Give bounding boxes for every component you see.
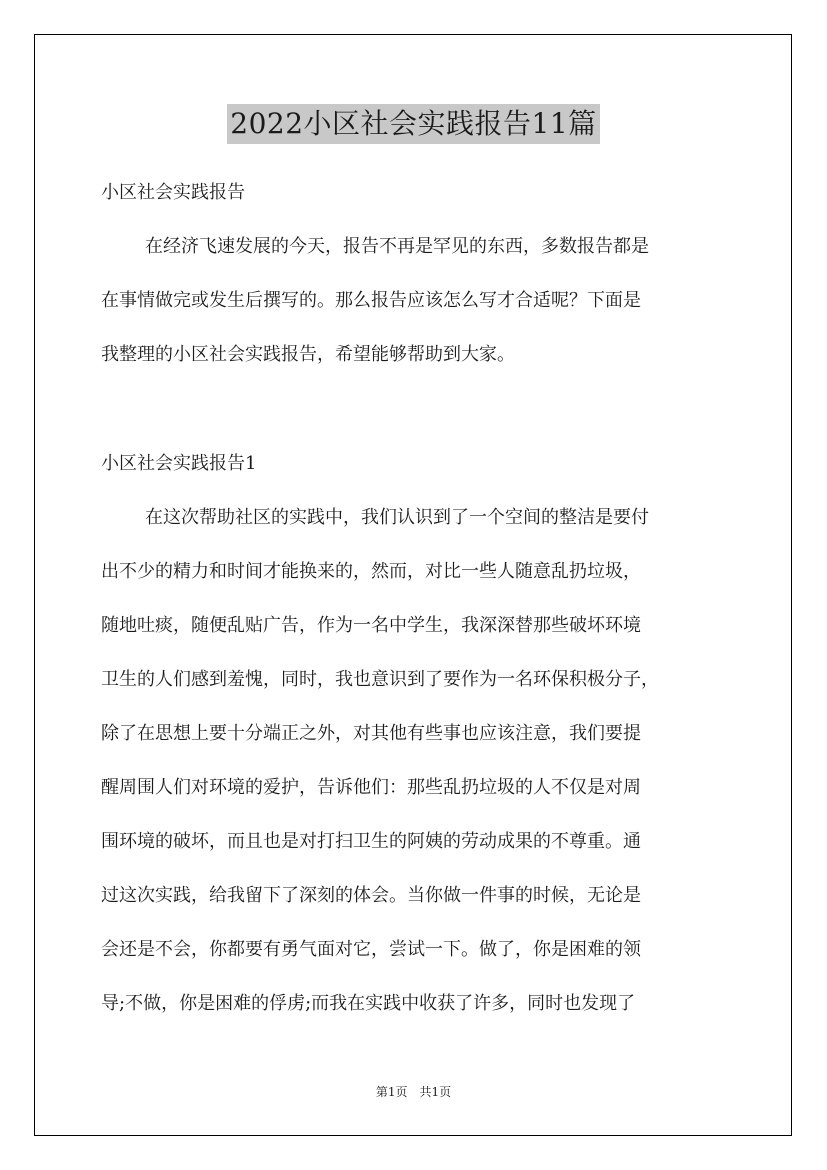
- paragraph-line: 出不少的精力和时间才能换来的，然而，对比一些人随意乱扔垃圾，: [101, 561, 641, 582]
- paragraph-line: 过这次实践，给我留下了深刻的体会。当你做一件事的时候，无论是: [101, 885, 641, 906]
- paragraph-line: 我整理的小区社会实践报告，希望能够帮助到大家。: [101, 344, 515, 365]
- paragraph-line: 随地吐痰，随便乱贴广告，作为一名中学生，我深深替那些破坏环境: [101, 615, 641, 636]
- section1-heading: 小区社会实践报告1: [101, 453, 257, 474]
- paragraph-line: 卫生的人们感到羞愧，同时，我也意识到了要作为一名环保积极分子，: [101, 669, 659, 690]
- paragraph-line: 围环境的破坏，而且也是对打扫卫生的阿姨的劳动成果的不尊重。通: [101, 831, 641, 852]
- paragraph-line: 导;不做，你是困难的俘虏;而我在实践中收获了许多，同时也发现了: [101, 993, 636, 1014]
- paragraph-line: 在事情做完或发生后撰写的。那么报告应该怎么写才合适呢？下面是: [101, 290, 641, 311]
- paragraph-line: 会还是不会，你都要有勇气面对它，尝试一下。做了，你是困难的领: [101, 939, 641, 960]
- paragraph-line: 除了在思想上要十分端正之外，对其他有些事也应该注意，我们要提: [101, 723, 641, 744]
- paragraph-line: 醒周围人们对环境的爱护，告诉他们：那些乱扔垃圾的人不仅是对周: [101, 777, 641, 798]
- document-title: [0, 103, 827, 144]
- document-title-text: 2022小区社会实践报告11篇: [227, 104, 599, 144]
- paragraph-line: 在经济飞速发展的今天，报告不再是罕见的东西，多数报告都是: [145, 236, 649, 257]
- section1-paragraph: [101, 491, 741, 1031]
- paragraph-line: 在这次帮助社区的实践中，我们认识到了一个空间的整洁是要付: [145, 507, 649, 528]
- intro-heading: 小区社会实践报告: [101, 182, 245, 203]
- intro-paragraph: [101, 220, 741, 382]
- page-number-footer: 第1页 共1页: [375, 1085, 452, 1099]
